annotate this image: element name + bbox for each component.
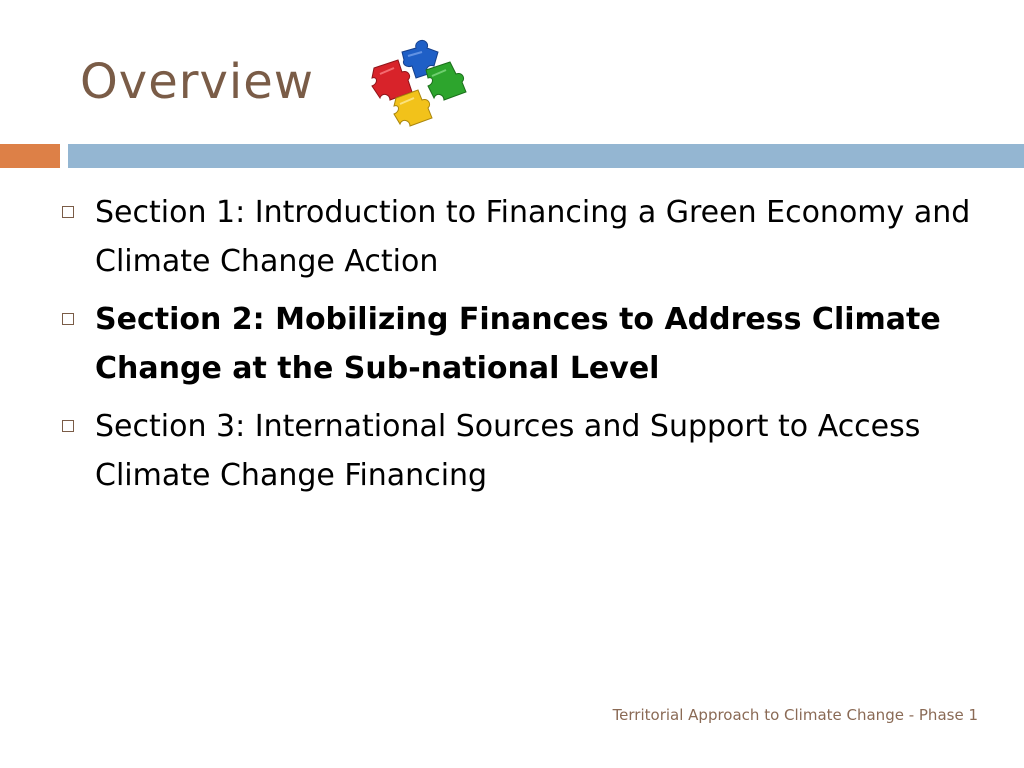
accent-bar-blue — [68, 144, 1024, 168]
accent-bar-orange — [0, 144, 60, 168]
bullet-text: Section 1: Introduction to Financing a Green Economy and Climate Change Action — [95, 195, 971, 279]
square-bullet-icon — [62, 420, 74, 432]
bullet-item-section-2 — [58, 295, 998, 393]
bullet-item-section-1 — [58, 188, 998, 286]
bullet-text: Section 3: International Sources and Support to Access Climate Change Financing — [95, 409, 921, 493]
bullet-list — [58, 188, 998, 509]
bullet-item-section-3 — [58, 402, 998, 500]
bullet-text: Section 2: Mobilizing Finances to Address Climate Change at the Sub-national Level — [95, 302, 941, 386]
square-bullet-icon — [62, 206, 74, 218]
slide-title: Overview — [80, 54, 314, 110]
square-bullet-icon — [62, 313, 74, 325]
puzzle-pieces-icon — [368, 38, 470, 128]
slide-footer: Territorial Approach to Climate Change - Phase 1 — [612, 706, 978, 724]
